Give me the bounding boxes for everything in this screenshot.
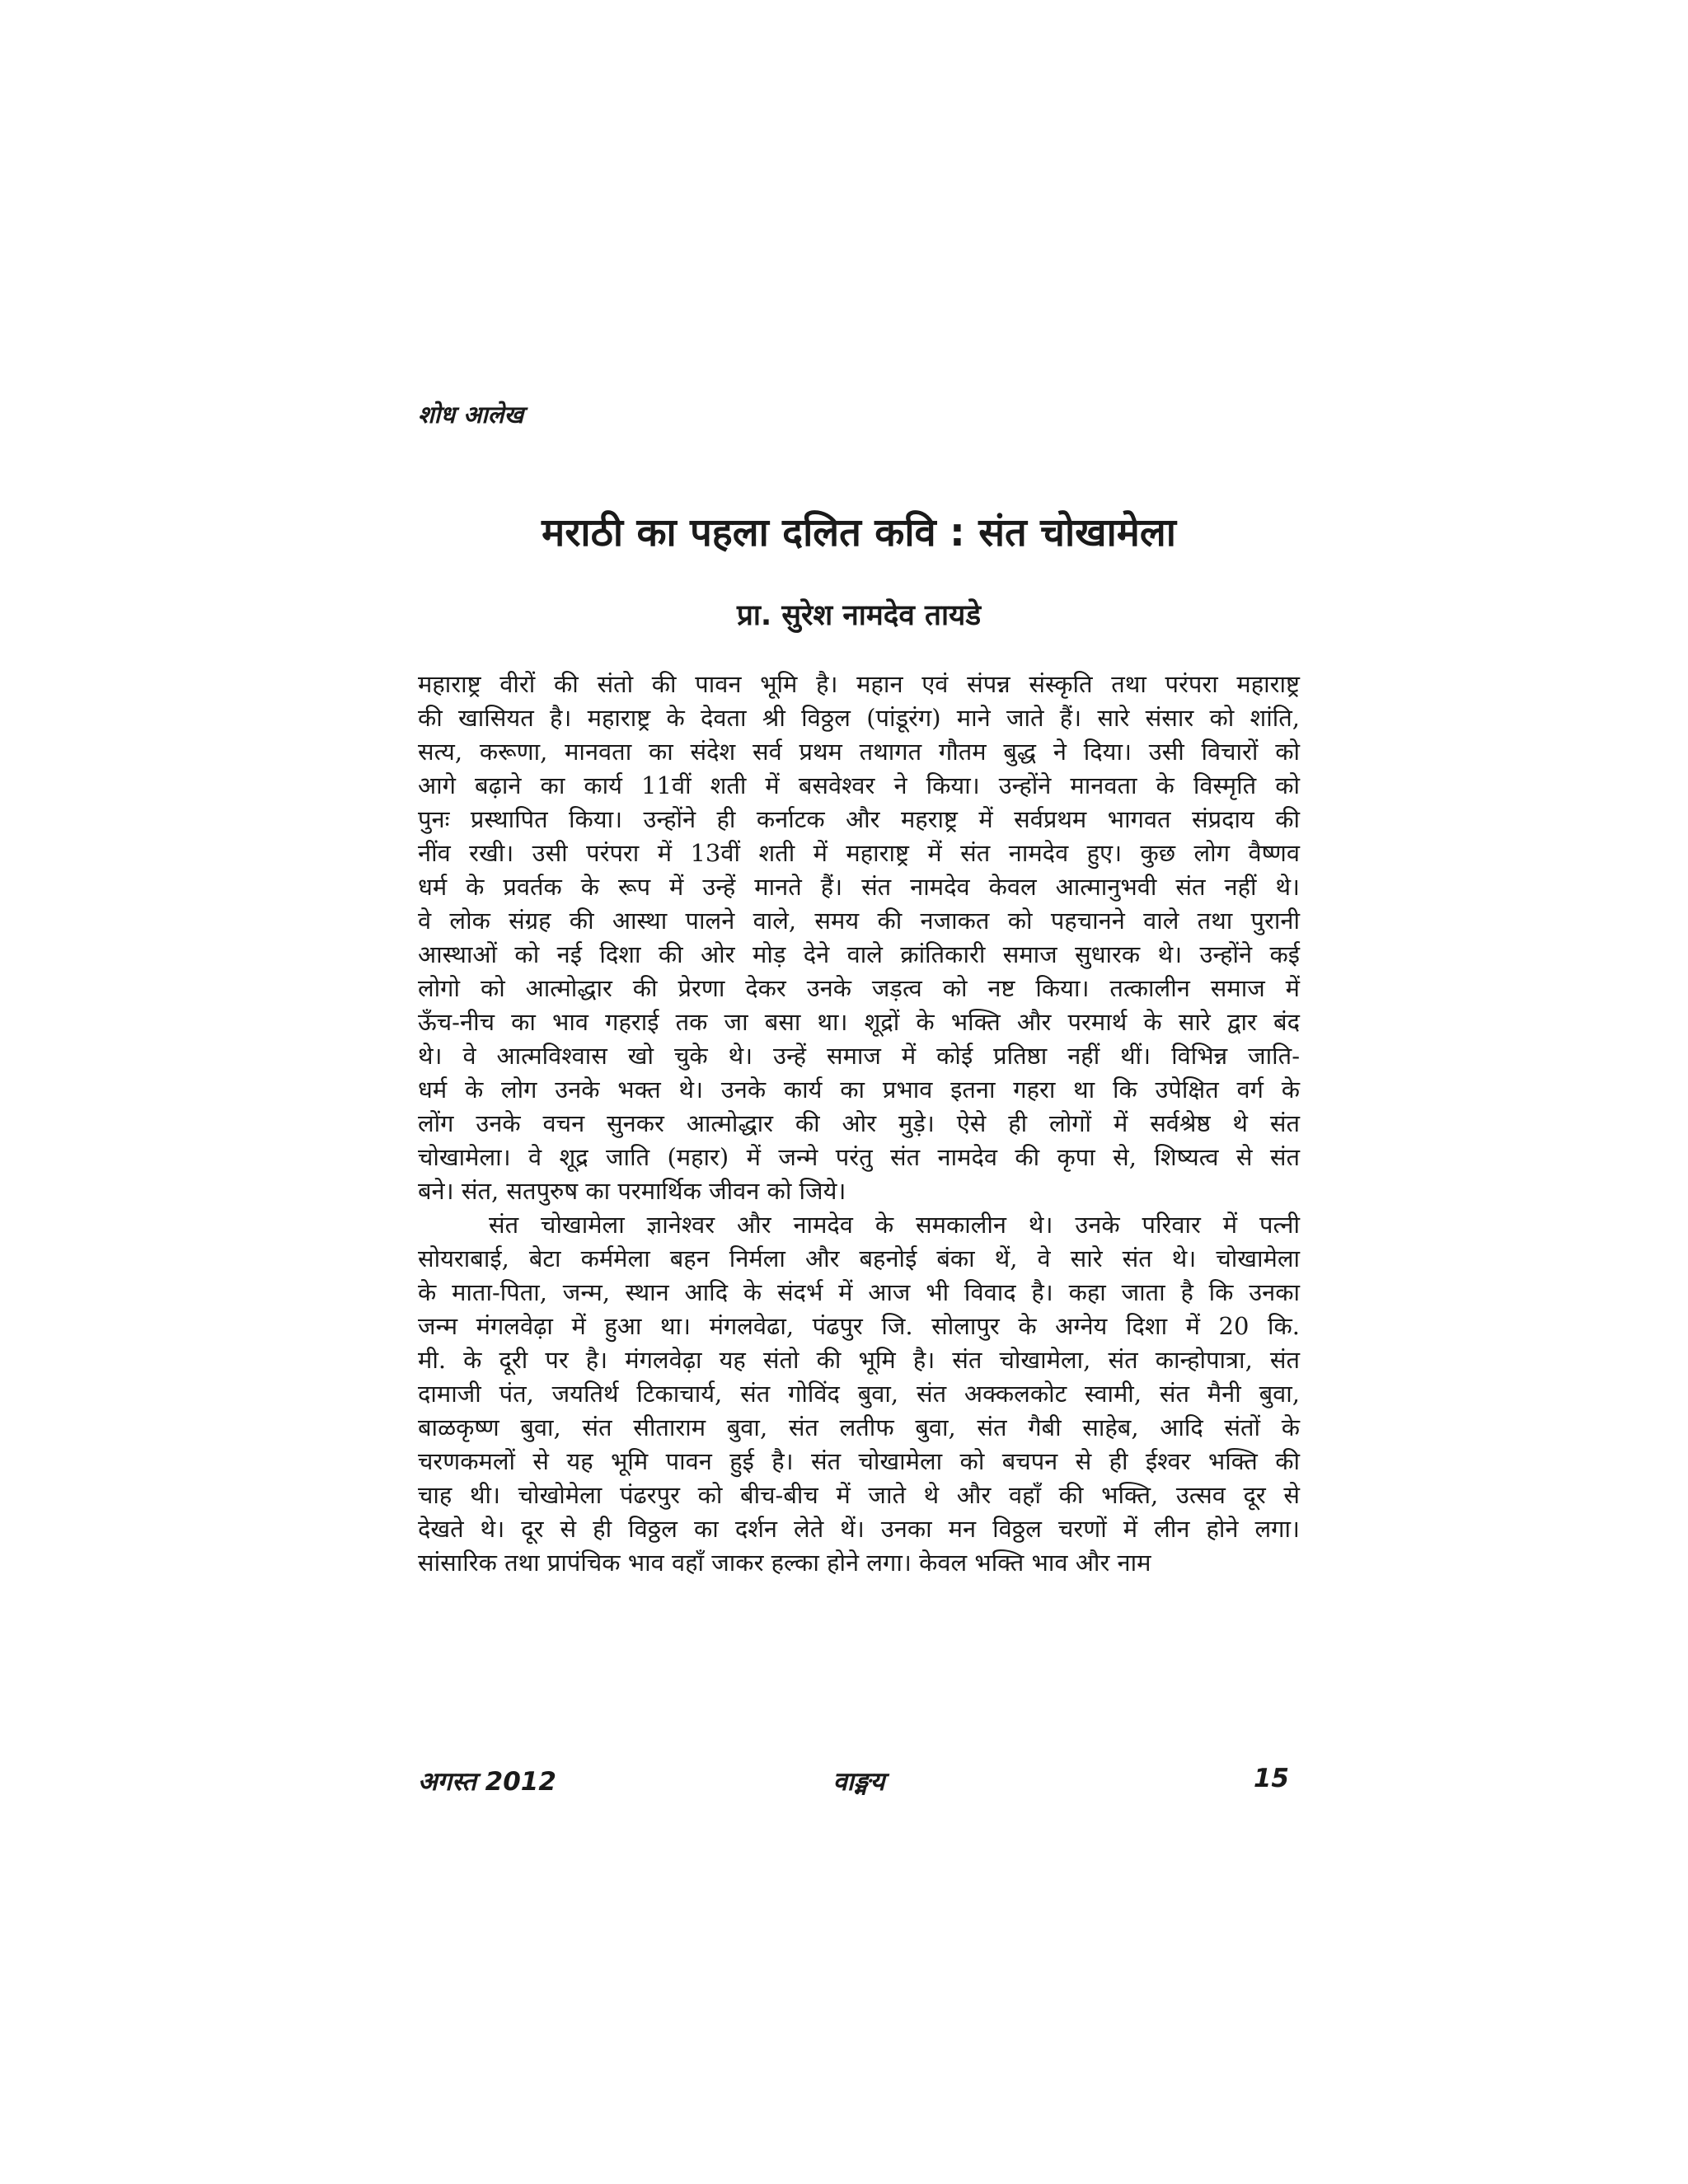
text-line: चरणकमलों से यह भूमि पावन हुई है। संत चोखामेला को बचपन से ही ईश्वर भक्ति की xyxy=(418,1447,1300,1475)
text-line: पुनः प्रस्थापित किया। उन्होंने ही कर्नाटक और महराष्ट्र में सर्वप्रथम भागवत संप्रदाय की xyxy=(418,805,1300,833)
paragraph xyxy=(418,1208,1300,1580)
text-line: लोंग उनके वचन सुनकर आत्मोद्धार की ओर मुड़े। ऐसे ही लोगों में सर्वश्रेष्ठ थे संत xyxy=(418,1109,1300,1137)
text-line: आगे बढ़ाने का कार्य 11वीं शती में बसवेश्वर ने किया। उन्होंने मानवता के विस्मृति को xyxy=(418,771,1300,799)
text-line: दामाजी पंत, जयतिर्थ टिकाचार्य, संत गोविंद बुवा, संत अक्कलकोट स्वामी, संत मैनी बुवा, xyxy=(418,1380,1300,1408)
text-line: जन्म मंगलवेढ़ा में हुआ था। मंगलवेढा, पंढपुर जि. सोलापुर के अग्नेय दिशा में 20 कि. xyxy=(418,1312,1300,1340)
text-line: के माता-पिता, जन्म, स्थान आदि के संदर्भ में आज भी विवाद है। कहा जाता है कि उनका xyxy=(418,1278,1300,1306)
text-line: की खासियत है। महाराष्ट्र के देवता श्री विठ्ठल (पांडूरंग) माने जाते हैं। सारे संसार को शांति, xyxy=(418,704,1300,732)
text-line: सांसारिक तथा प्रापंचिक भाव वहाँ जाकर हल्का होने लगा। केवल भक्ति भाव और नाम xyxy=(418,1549,1151,1577)
text-line: आस्थाओं को नई दिशा की ओर मोड़ देने वाले क्रांतिकारी समाज सुधारक थे। उन्होंने कई xyxy=(418,940,1300,968)
page-number: 15 xyxy=(1253,1764,1289,1793)
text-line: मी. के दूरी पर है। मंगलवेढ़ा यह संतो की भूमि है। संत चोखामेला, संत कान्होपात्रा, संत xyxy=(418,1346,1300,1374)
text-line: सत्य, करूणा, मानवता का संदेश सर्व प्रथम तथागत गौतम बुद्ध ने दिया। उसी विचारों को xyxy=(418,738,1300,766)
article-author: प्रा. सुरेश नामदेव तायडे xyxy=(736,599,982,632)
page-footer xyxy=(418,1764,1300,1800)
text-line: ऊँच-नीच का भाव गहराई तक जा बसा था। शूद्रों के भक्ति और परमार्थ के सारे द्वार बंद xyxy=(418,1008,1300,1036)
text-line: बाळकृष्ण बुवा, संत सीताराम बुवा, संत लतीफ बुवा, संत गैबी साहेब, आदि संतों के xyxy=(418,1413,1300,1441)
text-line: वे लोक संग्रह की आस्था पालने वाले, समय की नजाकत को पहचानने वाले तथा पुरानी xyxy=(418,907,1300,935)
text-line: थे। वे आत्मविश्वास खो चुके थे। उन्हें समाज में कोई प्रतिष्ठा नहीं थीं। विभिन्न जाति- xyxy=(418,1042,1300,1070)
text-line: नींव रखी। उसी परंपरा में 13वीं शती में महाराष्ट्र में संत नामदेव हुए। कुछ लोग वैष्णव xyxy=(418,839,1300,867)
text-line: धर्म के प्रवर्तक के रूप में उन्हें मानते हैं। संत नामदेव केवल आत्मानुभवी संत नहीं थे। xyxy=(418,873,1300,901)
text-line: लोगो को आत्मोद्धार की प्रेरणा देकर उनके जड़त्व को नष्ट किया। तत्कालीन समाज में xyxy=(418,974,1300,1002)
article-title: मराठी का पहला दलित कवि : संत चोखामेला xyxy=(542,510,1176,555)
text-line: चाह थी। चोखोमेला पंढरपुर को बीच-बीच में जाते थे और वहाँ की भक्ति, उत्सव दूर से xyxy=(418,1481,1300,1509)
text-line: सोयराबाई, बेटा कर्ममेला बहन निर्मला और बहनोई बंका थें, वे सारे संत थे। चोखामेला xyxy=(418,1244,1300,1272)
section-tag: शोध आलेख xyxy=(418,401,524,429)
footer-date: अगस्त 2012 xyxy=(418,1767,556,1797)
text-line: चोखामेला। वे शूद्र जाति (महार) में जन्मे परंतु संत नामदेव की कृपा से, शिष्यत्व से संत xyxy=(418,1143,1300,1171)
paragraph xyxy=(418,668,1300,1208)
text-line: धर्म के लोग उनके भक्त थे। उनके कार्य का प्रभाव इतना गहरा था कि उपेक्षित वर्ग के xyxy=(418,1076,1300,1104)
text-line: बने। संत, सतपुरुष का परमार्थिक जीवन को जिये। xyxy=(418,1177,846,1205)
article-body xyxy=(418,668,1300,1580)
footer-journal-name: वाङ्मय xyxy=(832,1767,885,1797)
text-line: देखते थे। दूर से ही विठ्ठल का दर्शन लेते थें। उनका मन विठ्ठल चरणों में लीन होने लगा। xyxy=(418,1515,1300,1543)
text-line: महाराष्ट्र वीरों की संतो की पावन भूमि है। महान एवं संपन्न संस्कृति तथा परंपरा महाराष्ट्र xyxy=(418,670,1300,698)
text-line: संत चोखामेला ज्ञानेश्वर और नामदेव के समकालीन थे। उनके परिवार में पत्नी xyxy=(489,1211,1300,1239)
